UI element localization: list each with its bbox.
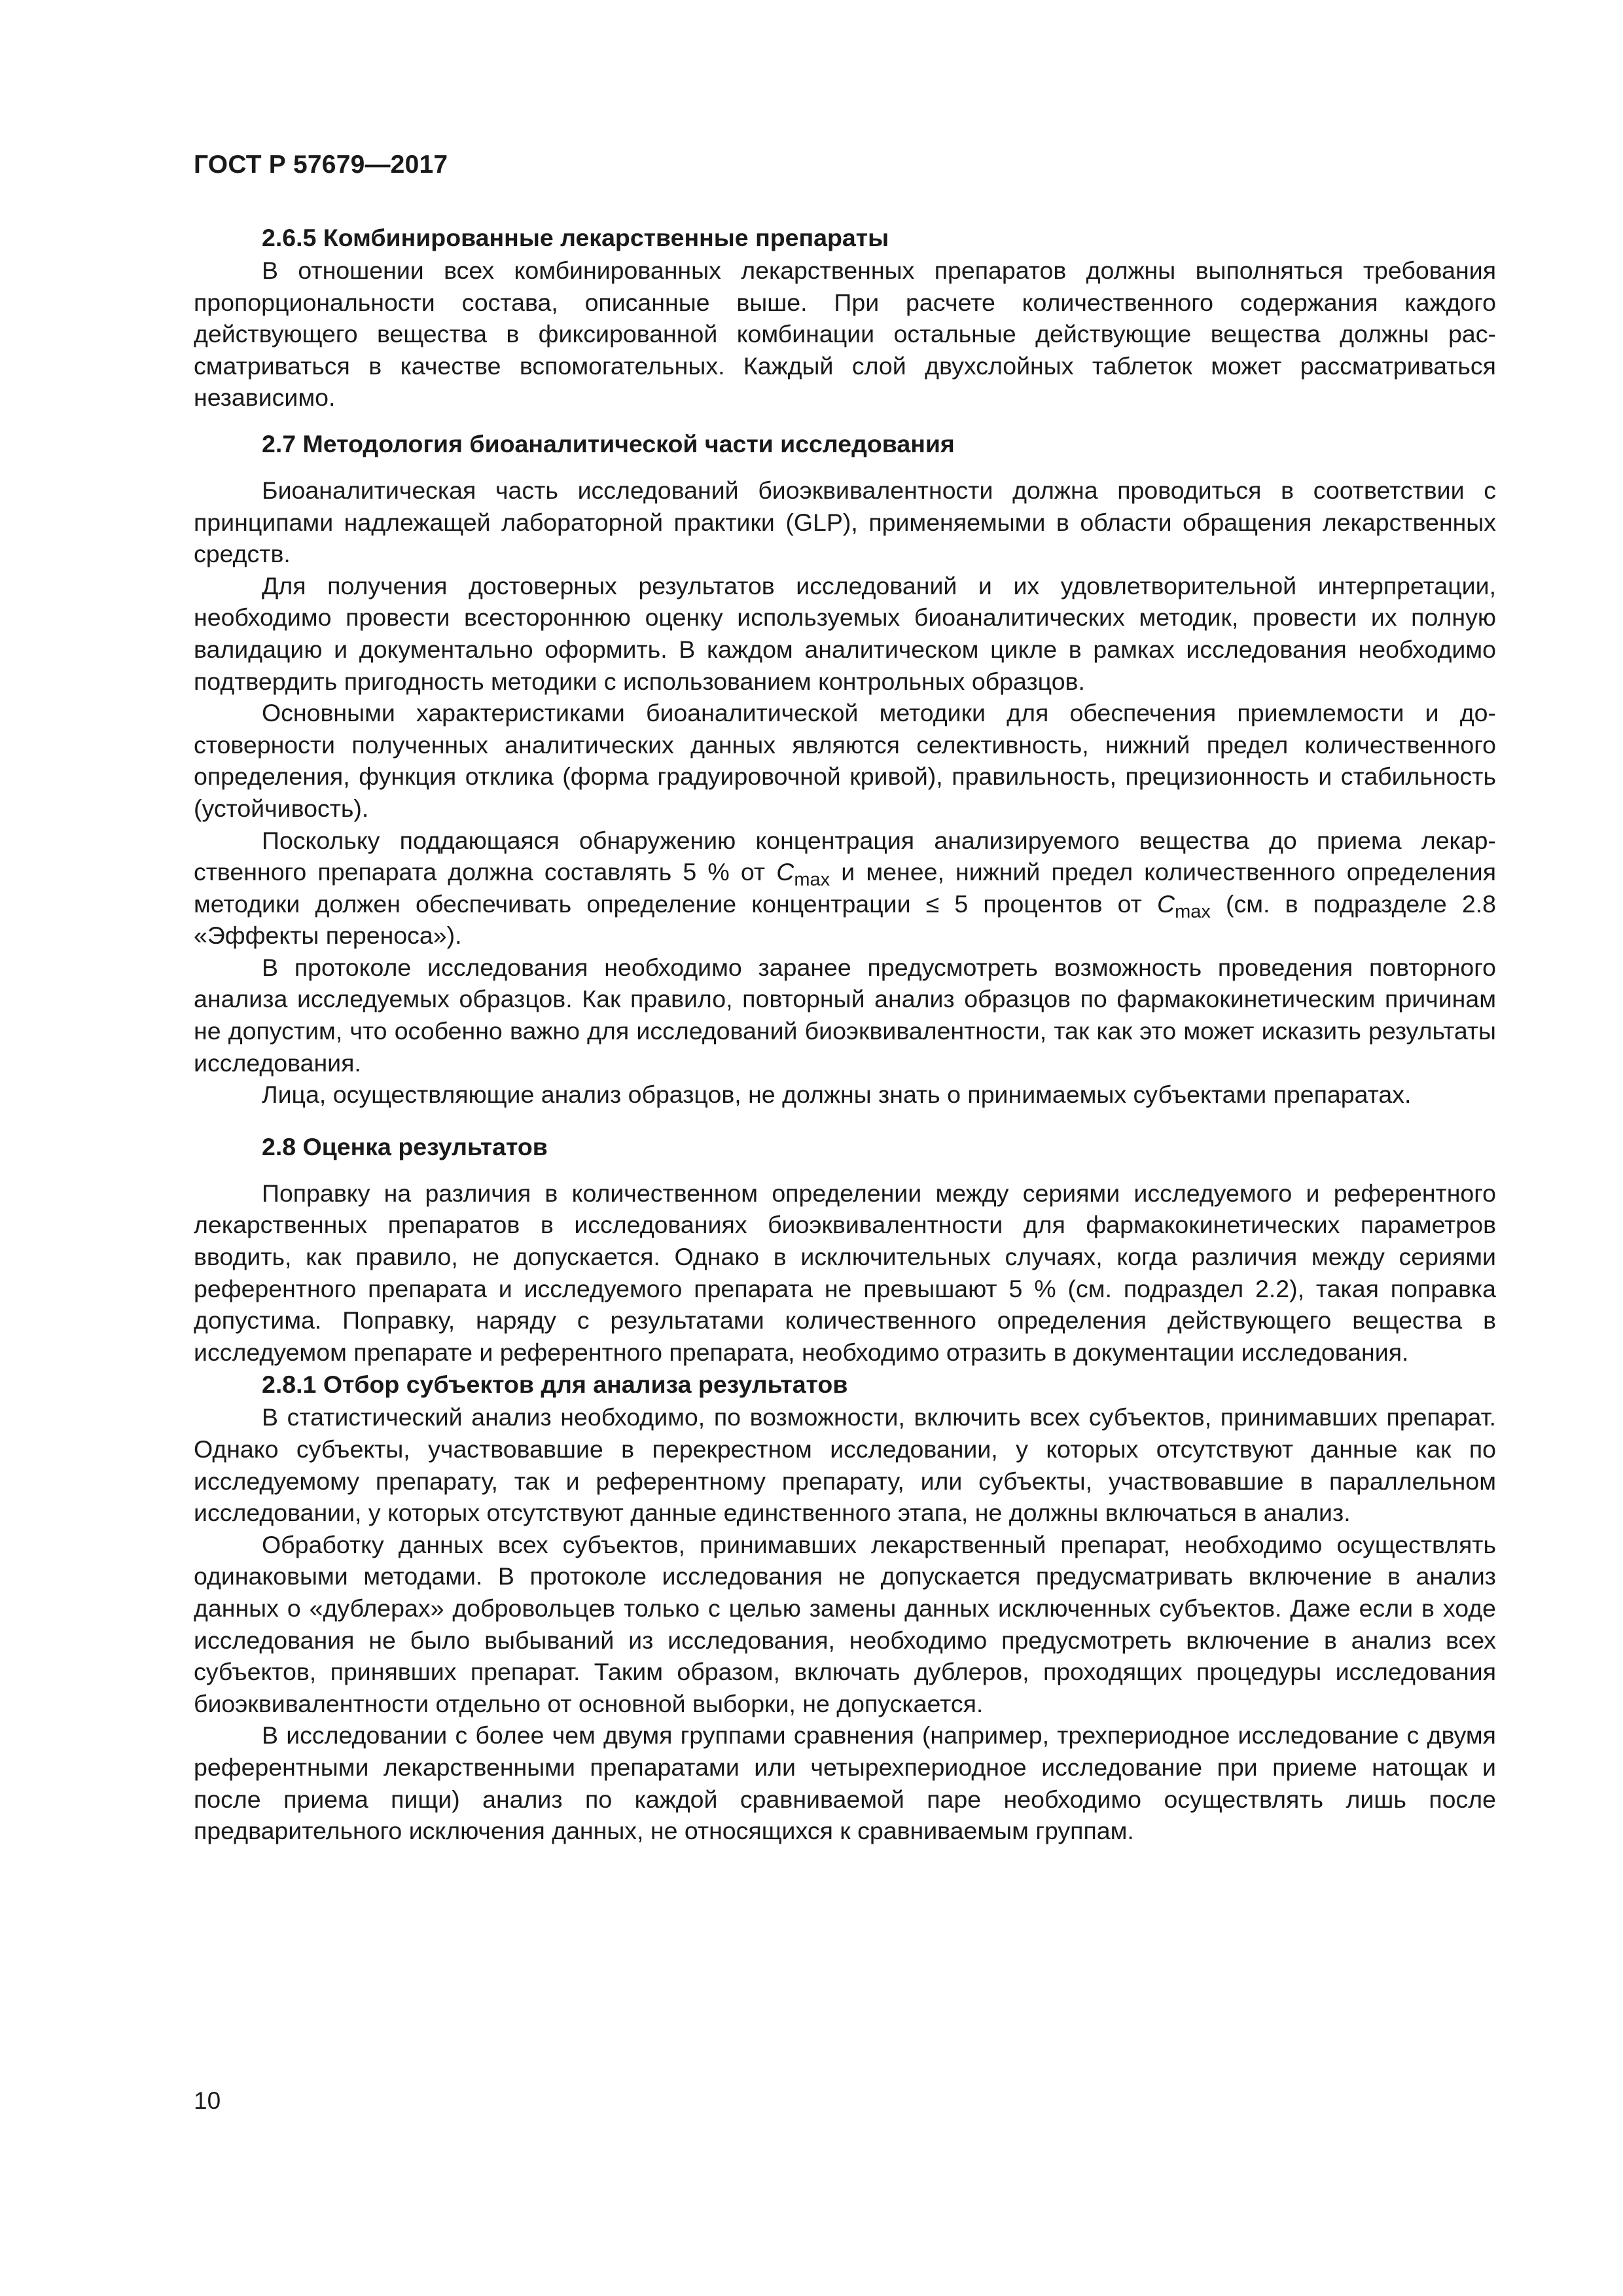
paragraph: Биоаналитическая часть исследований биоэквивалентности должна проводиться в соответствии с принципами надлежащей лабораторной практики (GLP), применяемыми в области обращения лекарственных средств. — [194, 476, 1496, 568]
cmax-subscript: max — [794, 869, 830, 891]
cmax-subscript: max — [1175, 901, 1211, 922]
paragraph: Обработку данных всех субъектов, принимавших лекарственный препарат, необходимо осуществлять одинаковыми методами. В протоколе исследования не допускается предусматривать включение в анализ данных о «дублерах» добровольцев только с целью замены данных исключенных субъектов. Даже если в ходе исследования не было выбываний из исследования, необходимо предусмотреть включение в анализ всех субъектов, принявших препарат. Таким образом, включать дублеров, проходящих процедуры исследования биоэквивалентности отдельно от основной выборки, не допускается. — [194, 1530, 1496, 1717]
paragraph: В статистический анализ необходимо, по возможности, включить всех субъектов, принимавших препарат. Однако субъекты, участвовавшие в перекрестном исследовании, у которых отсутствуют данные как по исследуемому препарату, так и референтному препарату, или субъекты, участвовавшие в параллельном исследовании, у которых отсутствуют данные единственного этапа, не должны включаться в анализ. — [194, 1403, 1496, 1527]
spacer — [194, 1164, 1496, 1177]
section-heading-2-6-5: 2.6.5 Комбинированные лекарственные препараты — [262, 224, 889, 251]
paragraph-cmax — [194, 825, 1496, 952]
paragraph: Для получения достоверных результатов исследований и их удовлетворительной интерпретации, необходимо провести всестороннюю оценку используемых биоаналитических методик, провести их полную валидацию и документально оформить. В каждом аналитическом цикле в рамках исследования необходимо подтвердить пригодность методики с использованием контрольных образцов. — [194, 571, 1496, 695]
section-heading-2-8: 2.8 Оценка результатов — [262, 1132, 548, 1160]
spacer — [194, 1111, 1496, 1130]
text-run: и менее, нижний предел количественного определения методики должен обеспечивать определение концентрации ≤ 5 процентов от — [194, 858, 1497, 918]
paragraph: В исследовании с более чем двумя группами сравнения (например, трехпериодное исследование с двумя референтными лекарственными препаратами или четырехпериодное исследование при приеме натощак и после приема пищи) анализ по каждой сравниваемой паре необходимо осуществлять лишь после предварительного исключения данных, не относящихся к сравниваемым группам. — [194, 1721, 1496, 1845]
paragraph: Лица, осуществляющие анализ образцов, не должны знать о принимаемых субъектами препаратах. — [262, 1081, 1412, 1109]
spacer — [194, 414, 1496, 427]
page-number: 10 — [194, 2087, 221, 2114]
paragraph: Поправку на различия в количественном определении между сериями исследуемого и референтного лекарственных препаратов в исследованиях биоэквивалентности для фармакокинетических параметров вводить, как правило, не допускается. Однако в исключительных случаях, когда различия между сериями референтного препарата и исследуемого препарата не превышают 5 % (см. подраздел 2.2), такая поправка допустима. Поправку, наряду с результатами количественного определения действующего вещества в исследуемом препарате и референтного препарата, необходимо отразить в документации исследования. — [194, 1179, 1496, 1366]
section-heading-2-8-1: 2.8.1 Отбор субъектов для анализа результатов — [262, 1371, 848, 1399]
text-run: Поскольку поддающаяся обнаружению концентрация анализируемого вещества до приема лекарственного препарата должна составлять 5 % от — [194, 826, 1496, 886]
spacer — [194, 461, 1496, 475]
cmax-symbol: C — [1157, 889, 1175, 918]
standard-header: ГОСТ Р 57679—2017 — [194, 151, 448, 179]
paragraph: В отношении всех комбинированных лекарственных препаратов должны выполняться требования пропорциональности состава, описанные выше. При расчете количественного содержания каждого действующего вещества в фиксированной комбинации остальные действующие вещества должны рассматриваться в качестве вспомогательных. Каждый слой двухслойных таблеток может рассматриваться независимо. — [194, 257, 1496, 412]
cmax-symbol: C — [776, 858, 794, 886]
document-body — [194, 221, 1496, 1847]
paragraph: В протоколе исследования необходимо заранее предусмотреть возможность проведения повторного анализа исследуемых образцов. Как правило, повторный анализ образцов по фармакокинетическим причинам не допустим, что особенно важно для исследований биоэквивалентности, так как это может исказить результаты исследования. — [194, 953, 1496, 1077]
section-heading-2-7: 2.7 Методология биоаналитической части исследования — [262, 429, 955, 457]
paragraph: Основными характеристиками биоаналитической методики для обеспечения приемлемости и достоверности полученных аналитических данных являются селективность, нижний предел количественного определения, функция отклика (форма градуировочной кривой), правильность, прецизионность и стабильность (устойчивость). — [194, 699, 1496, 822]
text-run: (см. в подразделе 2.8 «Эффекты переноса»). — [194, 889, 1496, 950]
